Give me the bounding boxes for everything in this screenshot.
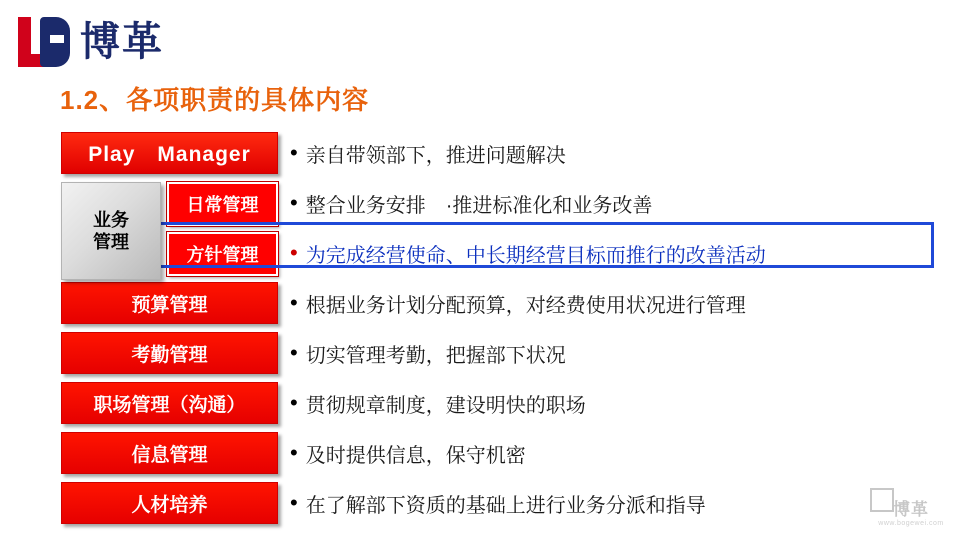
- row-text-label: 切实管理考勤，把握部下状况: [305, 344, 566, 367]
- responsibility-list: [55, 128, 945, 528]
- label-play-manager[interactable]: Play Manager: [61, 132, 278, 174]
- label-cell: [55, 128, 290, 178]
- label-cell: [55, 478, 290, 528]
- list-item: [55, 478, 945, 528]
- bullet-icon: •: [290, 140, 298, 165]
- list-item: [55, 178, 945, 252]
- list-item-highlighted: [55, 228, 945, 278]
- label-cell: [55, 328, 290, 378]
- group-label-line-2: 管理: [93, 232, 129, 252]
- list-item: [55, 378, 945, 428]
- group-label-line-1: 业务: [93, 209, 129, 230]
- label-cell: [55, 378, 290, 428]
- brand-logo: [16, 14, 164, 70]
- watermark: [868, 486, 954, 536]
- list-item: [55, 428, 945, 478]
- row-text-label: 在了解部下资质的基础上进行业务分派和指导: [305, 494, 706, 517]
- label-attendance-management[interactable]: 考勤管理: [61, 332, 278, 374]
- row-text: [290, 339, 945, 368]
- label-policy-management[interactable]: 方针管理: [167, 232, 278, 276]
- bullet-icon: •: [290, 490, 298, 515]
- row-text: [290, 389, 945, 418]
- bullet-icon: •: [290, 240, 298, 265]
- label-talent-development[interactable]: 人材培养: [61, 482, 278, 524]
- row-text-label: 为完成经营使命、中长期经营目标而推行的改善活动: [305, 244, 766, 267]
- label-cell: [55, 178, 290, 252]
- label-workplace-management[interactable]: 职场管理（沟通）: [61, 382, 278, 424]
- label-cell: [55, 278, 290, 328]
- row-text: [290, 489, 945, 518]
- label-daily-management[interactable]: 日常管理: [167, 182, 278, 226]
- logo-mark-icon: [16, 17, 70, 67]
- label-budget-management[interactable]: 预算管理: [61, 282, 278, 324]
- row-text: [290, 239, 945, 268]
- group-label-business-management: [61, 182, 161, 280]
- row-text-label: 贯彻规章制度，建设明快的职场: [305, 394, 586, 417]
- row-text: [290, 289, 945, 318]
- page-title: 1.2、各项职责的具体内容: [60, 85, 370, 115]
- row-text: [290, 139, 945, 168]
- row-text: [290, 189, 945, 218]
- watermark-subtext: www.bogewei.com: [878, 520, 944, 527]
- row-text-label: 亲自带领部下，推进问题解决: [305, 144, 566, 167]
- bullet-icon: •: [290, 190, 298, 215]
- label-information-management[interactable]: 信息管理: [61, 432, 278, 474]
- watermark-box-icon: [870, 488, 894, 512]
- row-text: [290, 439, 945, 468]
- label-cell: [55, 428, 290, 478]
- bullet-icon: •: [290, 390, 298, 415]
- row-text-label: 及时提供信息，保守机密: [305, 444, 526, 467]
- bullet-icon: •: [290, 290, 298, 315]
- list-item: [55, 328, 945, 378]
- watermark-text: 博革: [893, 500, 929, 519]
- row-text-label: 整合业务安排 ·推进标准化和业务改善: [305, 194, 653, 217]
- row-text-label: 根据业务计划分配预算，对经费使用状况进行管理: [305, 294, 746, 317]
- list-item: [55, 278, 945, 328]
- bullet-icon: •: [290, 340, 298, 365]
- logo-text: 博革: [80, 20, 164, 64]
- list-item: [55, 128, 945, 178]
- bullet-icon: •: [290, 440, 298, 465]
